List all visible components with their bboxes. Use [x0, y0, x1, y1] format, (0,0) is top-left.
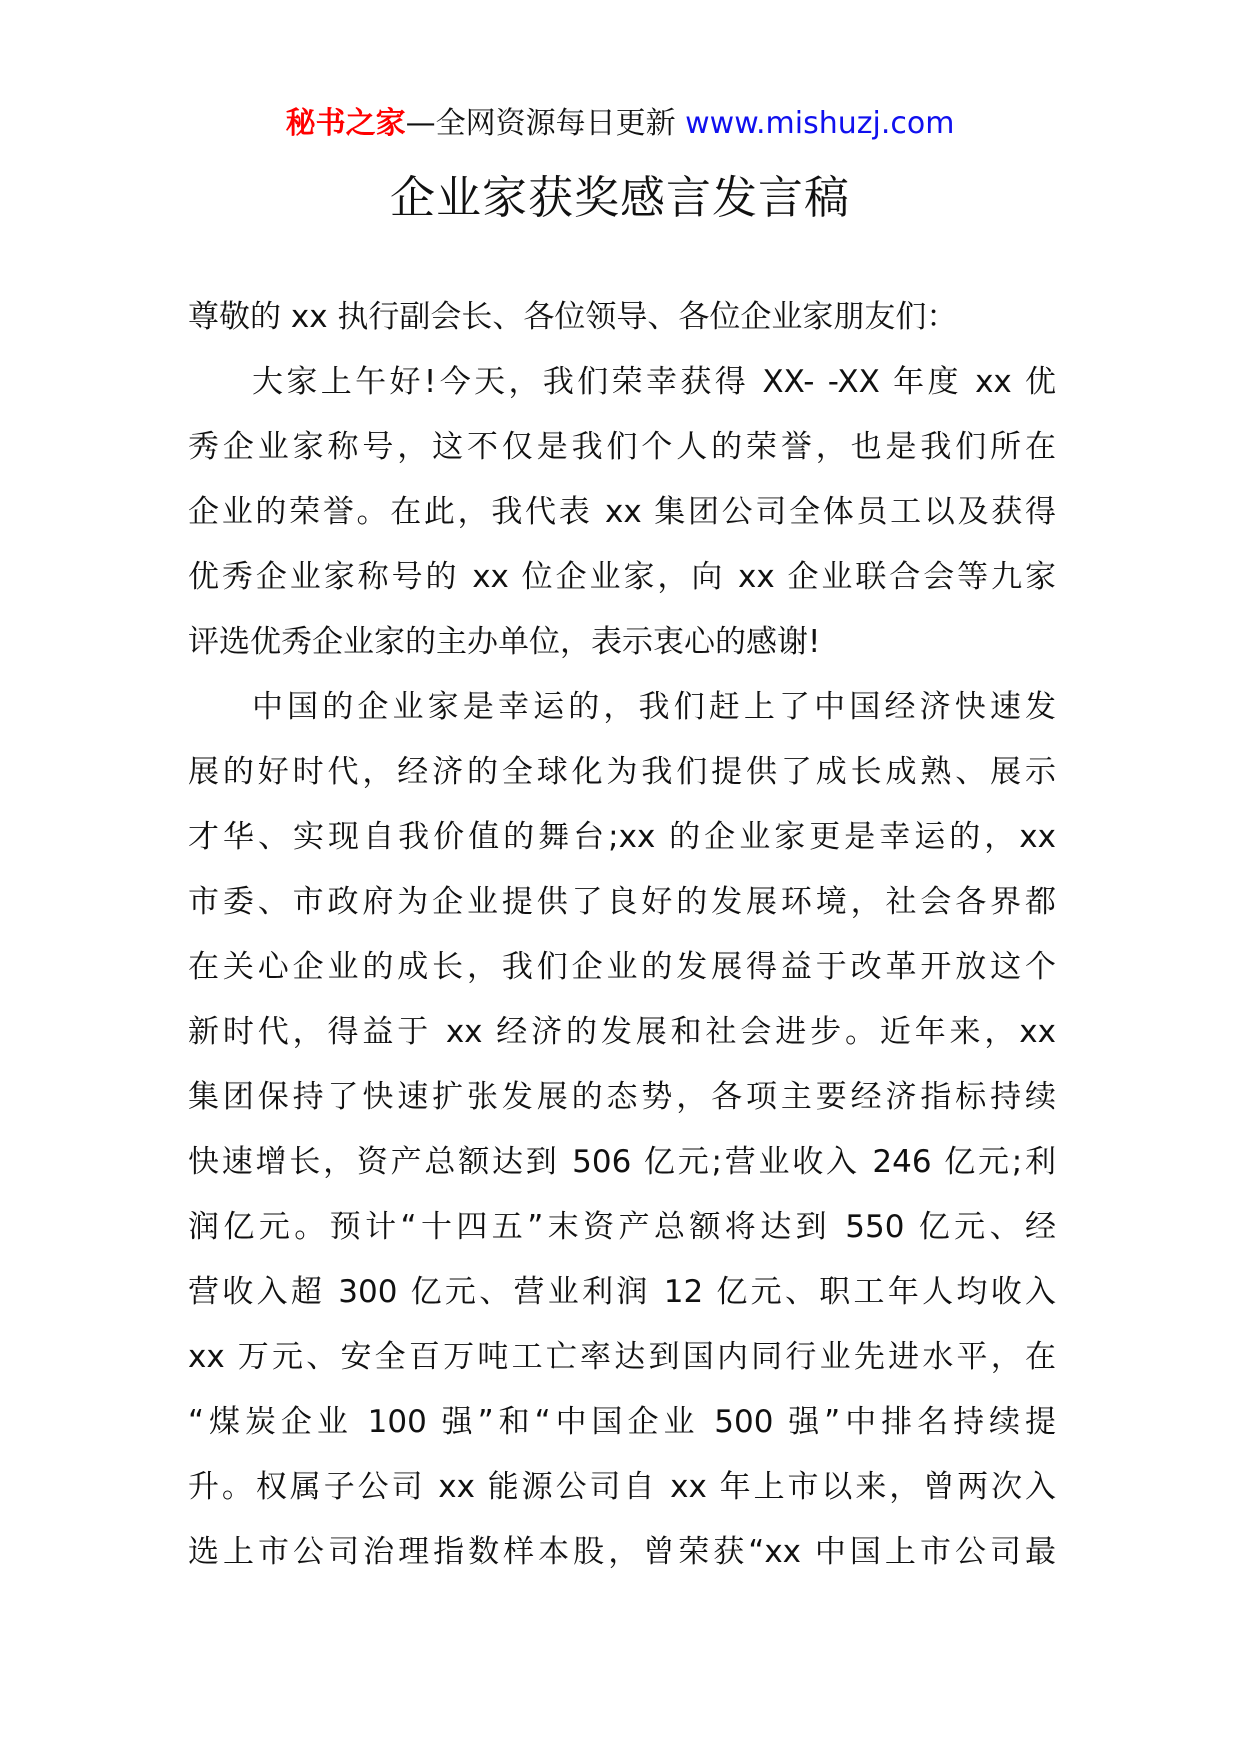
paragraph-line: 升。权属子公司 xx 能源公司自 xx 年上市以来，曾两次入: [188, 1469, 1056, 1505]
paragraph-line: 集团保持了快速扩张发展的态势，各项主要经济指标持续: [188, 1079, 1056, 1115]
paragraph-line: 中国的企业家是幸运的，我们赶上了中国经济快速发: [252, 689, 1056, 725]
paragraph-line: 大家上午好!今天，我们荣幸获得 XX- -XX 年度 xx 优: [252, 364, 1056, 400]
site-header: [0, 104, 1240, 144]
salutation-line: 尊敬的 xx 执行副会长、各位领导、各位企业家朋友们：: [188, 299, 958, 335]
paragraph-line: 秀企业家称号，这不仅是我们个人的荣誉，也是我们所在: [188, 429, 1056, 465]
paragraph-line: xx 万元、安全百万吨工亡率达到国内同行业先进水平，在: [188, 1339, 1056, 1375]
paragraph-line: 评选优秀企业家的主办单位，表示衷心的感谢!: [188, 624, 821, 660]
site-tagline: —全网资源每日更新: [405, 106, 686, 141]
site-url-link[interactable]: www.mishuzj.com: [685, 106, 955, 141]
paragraph-line: 市委、市政府为企业提供了良好的发展环境，社会各界都: [188, 884, 1056, 920]
site-brand: 秘书之家: [285, 106, 406, 141]
paragraph-line: 企业的荣誉。在此，我代表 xx 集团公司全体员工以及获得: [188, 494, 1056, 530]
paragraph-line: 润亿元。预计“十四五”末资产总额将达到 550 亿元、经: [188, 1209, 1056, 1245]
paragraph-line: 快速增长，资产总额达到 506 亿元;营业收入 246 亿元;利: [188, 1144, 1056, 1180]
paragraph-line: “煤炭企业 100 强”和“中国企业 500 强”中排名持续提: [188, 1404, 1056, 1440]
paragraph-line: 展的好时代，经济的全球化为我们提供了成长成熟、展示: [188, 754, 1056, 790]
paragraph-line: 在关心企业的成长，我们企业的发展得益于改革开放这个: [188, 949, 1056, 985]
paragraph-line: 优秀企业家称号的 xx 位企业家，向 xx 企业联合会等九家: [188, 559, 1056, 595]
document-body: [188, 285, 1056, 1585]
paragraph-line: 新时代，得益于 xx 经济的发展和社会进步。近年来，xx: [188, 1014, 1056, 1050]
paragraph-line: 选上市公司治理指数样本股，曾荣获“xx 中国上市公司最: [188, 1534, 1056, 1570]
document-title: 企业家获奖感言发言稿: [389, 171, 850, 224]
paragraph-line: 才华、实现自我价值的舞台;xx 的企业家更是幸运的，xx: [188, 819, 1056, 855]
paragraph-line: 营收入超 300 亿元、营业利润 12 亿元、职工年人均收入: [188, 1274, 1056, 1310]
